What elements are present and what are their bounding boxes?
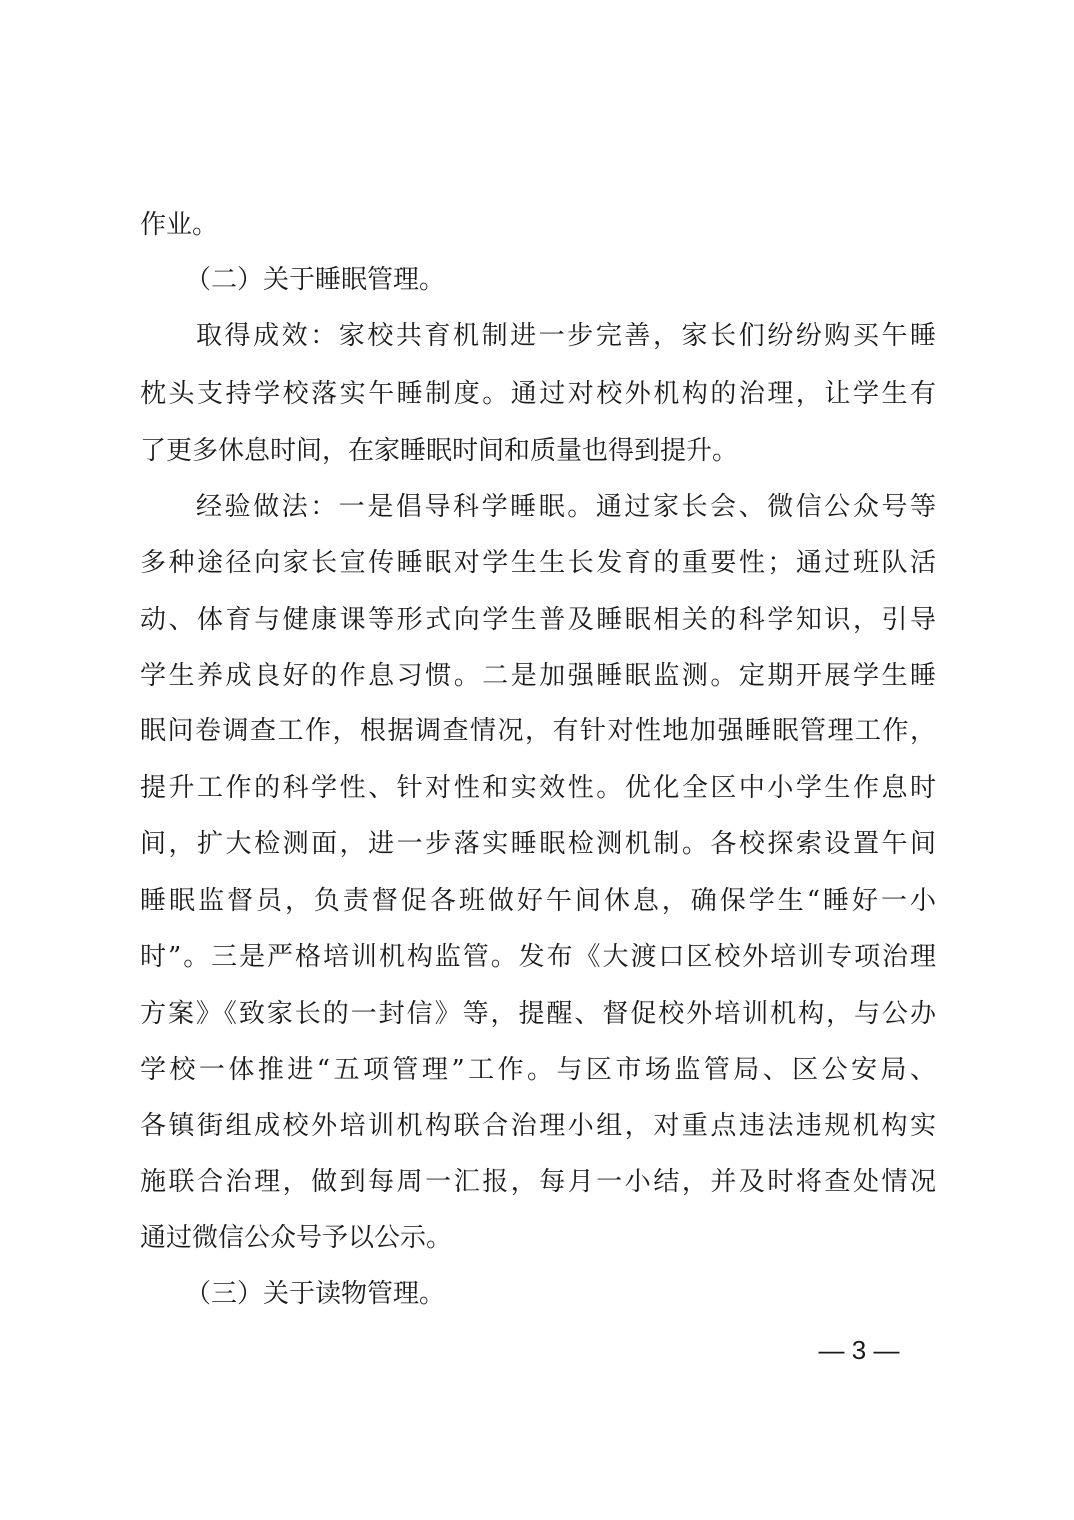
paragraph-line: 方案》《致家长的一封信》等，提醒、督促校外培训机构，与公办 (140, 999, 936, 1029)
paragraph-line: 枕头支持学校落实午睡制度。通过对校外机构的治理，让学生有 (140, 379, 936, 409)
paragraph-line: 间，扩大检测面，进一步落实睡眠检测机制。各校探索设置午间 (140, 829, 936, 859)
section-heading-reading: （三）关于读物管理。 (185, 1279, 446, 1309)
paragraph-line: 各镇街组成校外培训机构联合治理小组，对重点违法违规机构实 (140, 1111, 936, 1141)
paragraph-line: 施联合治理，做到每周一汇报，每月一小结，并及时将查处情况 (140, 1167, 936, 1197)
paragraph-line: 学校一体推进“五项管理”工作。与区市场监管局、区公安局、 (140, 1055, 936, 1085)
paragraph-line: 睡眠监督员，负责督促各班做好午间休息，确保学生“睡好一小 (140, 886, 936, 916)
paragraph-line: 了更多休息时间，在家睡眠时间和质量也得到提升。 (140, 436, 739, 466)
paragraph-line: 动、体育与健康课等形式向学生普及睡眠相关的科学知识，引导 (140, 605, 936, 635)
paragraph-line: 时”。三是严格培训机构监管。发布《大渡口区校外培训专项治理 (140, 942, 936, 972)
section-heading-sleep: （二）关于睡眠管理。 (185, 265, 446, 295)
paragraph-line: 多种途径向家长宣传睡眠对学生生长发育的重要性；通过班队活 (140, 548, 936, 578)
paragraph-line: 眠问卷调查工作，根据调查情况，有针对性地加强睡眠管理工作， (140, 716, 936, 746)
paragraph-line: 经验做法：一是倡导科学睡眠。通过家长会、微信公众号等 (196, 492, 936, 522)
page-number: — 3 — (818, 1335, 900, 1365)
paragraph-line: 作业。 (140, 210, 219, 240)
paragraph-line: 学生养成良好的作息习惯。二是加强睡眠监测。定期开展学生睡 (140, 661, 936, 691)
paragraph-line: 提升工作的科学性、针对性和实效性。优化全区中小学生作息时 (140, 773, 936, 803)
paragraph-line: 通过微信公众号予以公示。 (140, 1223, 453, 1253)
paragraph-line: 取得成效：家校共育机制进一步完善，家长们纷纷购买午睡 (196, 321, 936, 351)
